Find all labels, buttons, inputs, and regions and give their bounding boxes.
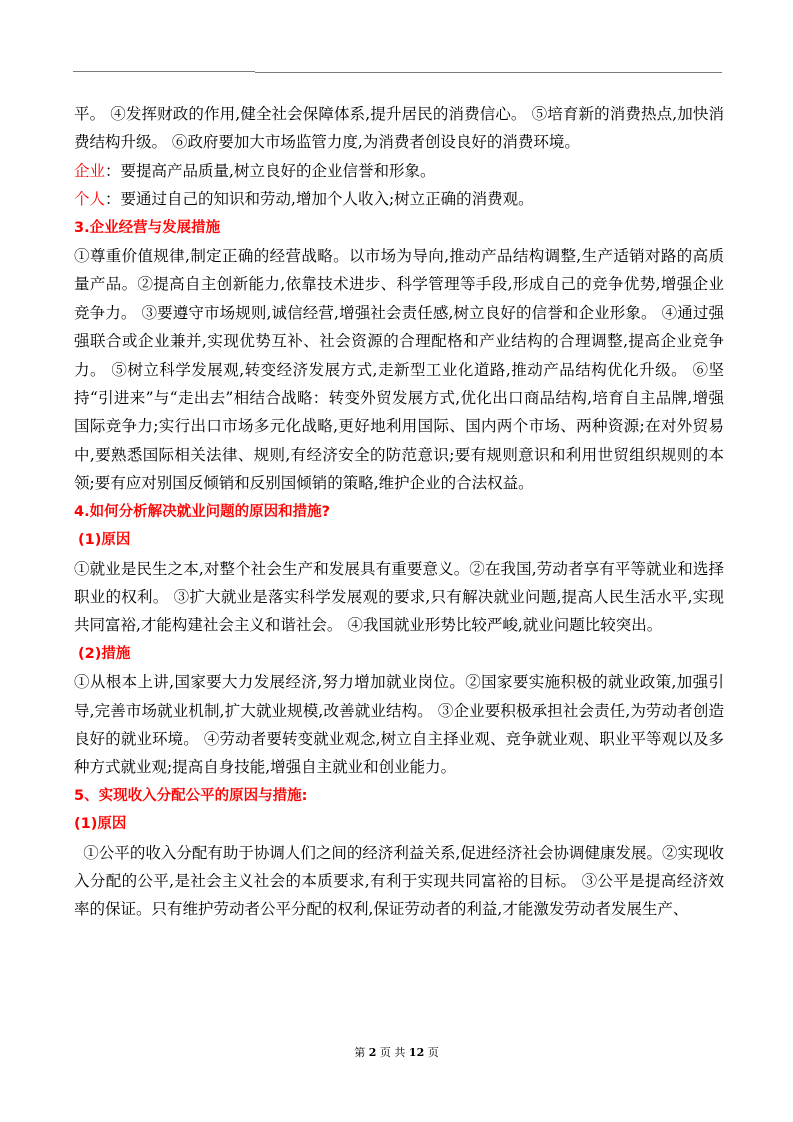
paragraph-4-reasons: ①就业是民生之本,对整个社会生产和发展具有重要意义。②在我国,劳动者享有平等就业和选择职业的权利。 ③扩大就业是落实科学发展观的要求,只有解决就业问题,提高人民生活水平,实现共同富裕,才能构建社会主义和谐社会。 ④我国就业形势比较严峻,就业问题比较突出。 <box>74 559 724 635</box>
document-body <box>74 100 724 924</box>
footer-suffix: 页 <box>424 1046 439 1059</box>
heading-section-4: 4.如何分析解决就业问题的原因和措施? <box>74 503 331 520</box>
footer-page-number: 2 <box>368 1046 377 1059</box>
footer-total-pages: 12 <box>408 1046 425 1059</box>
footer-prefix: 第 <box>354 1046 369 1059</box>
enterprise-label: 企业 <box>74 161 106 180</box>
heading-section-3: 3.企业经营与发展措施 <box>74 219 221 236</box>
page-footer <box>0 1044 793 1060</box>
paragraph-enterprise <box>74 157 724 185</box>
heading-section-5: 5、实现收入分配公平的原因与措施: <box>74 787 308 804</box>
header-rule-left <box>73 71 255 72</box>
paragraph-section-3: ①尊重价值规律,制定正确的经营战略。以市场为导向,推动产品结构调整,生产适销对路的高质量产品。②提高自主创新能力,依靠技术进步、科学管理等手段,形成自己的竞争优势,增强企业竞争力。 ③要遵守市场规则,诚信经营,增强社会责任感,树立良好的信誉和企业形象。 ④通过强强联合或企业兼并,实现优势互补、社会资源的合理配格和产业结构的合理调整,提高企业竞争力。 ⑤树立科学发展观,转变经济发展方式,走新型工业化道路,推动产品结构优化升级。 ⑥坚持“引进来”与“走出去”相结合战略：转变外贸发展方式,优化出口商品结构,培育自主品牌,增强国际竞争力;实行出口市场多元化战略,更好地利用国际、国内两个市场、两种资源;在对外贸易中,要熟悉国际相关法律、规则,有经济安全的防范意识;要有规则意识和利用世贸组织规则的本领;要有应对别国反倾销和反别国倾销的策略,维护企业的合法权益。 <box>74 247 724 493</box>
subheading-4-measures: (2)措施 <box>78 645 131 662</box>
subheading-5-reasons: (1)原因 <box>74 816 127 833</box>
subheading-4-reasons: (1)原因 <box>78 532 131 549</box>
enterprise-text: ：要提高产品质量,树立良好的企业信誉和形象。 <box>105 161 436 180</box>
individual-label: 个人 <box>74 190 106 209</box>
header-rule-right <box>255 72 722 73</box>
paragraph-individual <box>74 185 724 213</box>
footer-mid: 页 共 <box>376 1046 409 1059</box>
paragraph-consumption: 平。 ④发挥财政的作用,健全社会保障体系,提升居民的消费信心。 ⑤培育新的消费热点,加快消费结构升级。 ⑥政府要加大市场监管力度,为消费者创设良好的消费环境。 <box>74 105 724 152</box>
paragraph-4-measures: ①从根本上讲,国家要大力发展经济,努力增加就业岗位。②国家要实施积极的就业政策,加强引导,完善市场就业机制,扩大就业规模,改善就业结构。 ③企业要积极承担社会责任,为劳动者创造良好的就业环境。 ④劳动者要转变就业观念,树立自主择业观、竞争就业观、职业平等观以及多种方式就业观;提高自身技能,增强自主就业和创业能力。 <box>74 673 724 777</box>
paragraph-5-reasons: ①公平的收入分配有助于协调人们之间的经济利益关系,促进经济社会协调健康发展。②实现收入分配的公平,是社会主义社会的本质要求,有利于实现共同富裕的目标。 ③公平是提高经济效率的保证。只有维护劳动者公平分配的权利,保证劳动者的利益,才能激发劳动者发展生产、 <box>74 843 724 919</box>
individual-text: ：要通过自己的知识和劳动,增加个人收入;树立正确的消费观。 <box>105 190 534 209</box>
